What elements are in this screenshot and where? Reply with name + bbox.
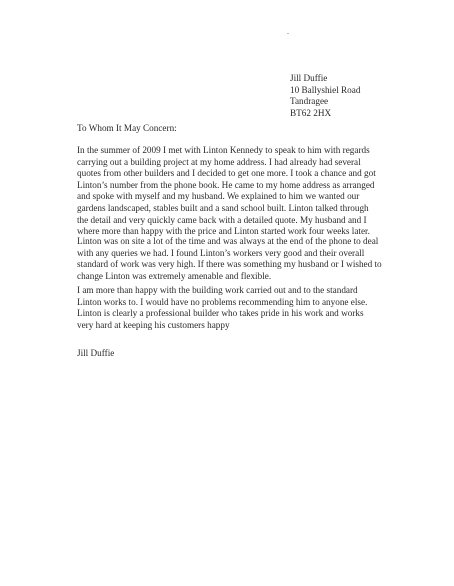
- sender-name: Jill Duffie: [290, 73, 328, 83]
- sender-address-line2: Tandragee: [290, 96, 329, 107]
- salutation: To Whom It May Concern:: [77, 123, 177, 133]
- sender-address-line1: 10 Ballyshiel Road: [290, 84, 361, 95]
- paragraph-2: Linton was on site a lot of the time and was always at the end of the phone to deal with any queries we had. I found Linton’s workers very good and their overall standard of work was very high. If there was something my husband or I wished to change Linton was extremely amenable and flexible.: [77, 236, 382, 281]
- sender-postcode: BT62 2HX: [290, 107, 332, 118]
- paragraph-1: In the summer of 2009 I met with Linton Kennedy to speak to him with regards carrying out a building project at my home address. I had already had several quotes from other builders and I decided to get one more. I took a chance and got Linton’s number from the phone book. He came to my home address as arranged and spoke with myself and my husband. We explained to him we wanted our gardens landscaped, stables built and a sand school built. Linton talked through the detail and very quickly came back with a detailed quote. My husband and I where more than happy with the price and Linton started work four weeks later.: [77, 145, 376, 237]
- signature-name: Jill Duffie: [77, 348, 115, 358]
- sender-address-block: [290, 73, 360, 119]
- scan-speck: [287, 33, 289, 34]
- paragraph-3: I am more than happy with the building work carried out and to the standard Linton works to. I would have no problems recommending him to anyone else. Linton is clearly a professional builder who takes pride in his work and works very hard at keeping his customers happy: [77, 285, 368, 330]
